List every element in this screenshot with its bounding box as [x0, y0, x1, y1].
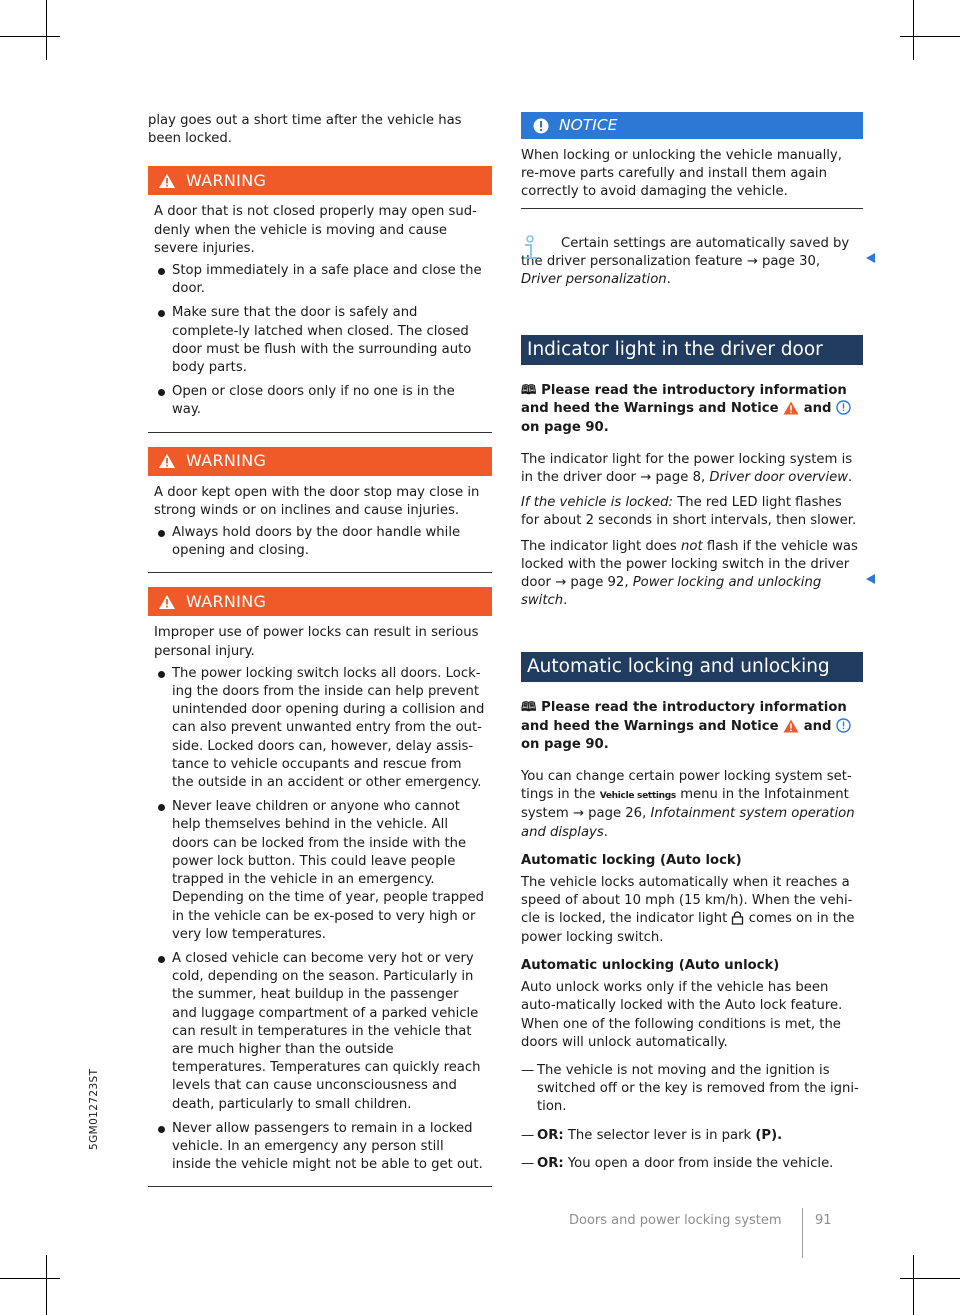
section-title: [521, 652, 863, 682]
paragraph: You can change certain power locking system set-tings in the Vehicle settings menu in the Infotainment system → page 26, Infotainment system operation and displays.: [521, 769, 855, 840]
warning-header: [148, 166, 492, 195]
notice-box: [521, 112, 863, 209]
right-column: [521, 112, 863, 1173]
page-ref-title: Power locking and unlocking switch: [521, 575, 822, 609]
arrow-icon: →: [572, 806, 584, 822]
list-item: — The vehicle is not moving and the ignition is switched off or the key is removed from the igni-tion.: [521, 1062, 859, 1115]
intro-note: [521, 382, 863, 437]
info-ref: page 30,: [761, 253, 821, 269]
page-ref: page 26,: [588, 806, 647, 822]
warning-triangle-icon: [158, 173, 176, 189]
page-ref-title: Driver door overview: [709, 470, 849, 486]
list-item: Stop immediately in a safe place and close the door.: [154, 262, 486, 298]
info-paragraph: Certain settings are automatically saved by the driver personalization feature → page 30, Driver personalization.: [521, 235, 850, 288]
paragraph-text: flash if the vehicle was locked with the power locking switch in the driver door: [521, 538, 858, 591]
paragraph: Auto unlock works only if the vehicle has been auto-matically locked with the Auto lock feature. When one of the following conditions is met, the doors will unlock automatically.: [521, 980, 843, 1050]
info-note: [521, 235, 863, 290]
warning-text: A door that is not closed properly may open sud-denly when the vehicle is moving and cause severe injuries.: [154, 204, 477, 256]
paragraph: The indicator light for the power locking system is in the driver door → page 8, Driver door overview.: [521, 451, 853, 486]
paragraph-text: menu in the Infotainment system: [521, 787, 849, 822]
notice-label: NOTICE: [559, 116, 618, 135]
subheading: Automatic unlocking (Auto unlock): [521, 957, 780, 973]
info-ref-title: Driver personalization: [521, 272, 667, 288]
crop-mark: [900, 36, 960, 37]
book-icon: 🕮: [521, 700, 537, 716]
paragraph-text: The indicator light does: [521, 538, 677, 554]
warning-text: Improper use of power locks can result in serious personal injury.: [154, 625, 479, 659]
list-item: — OR: You open a door from inside the vehicle.: [521, 1155, 834, 1171]
page-ref-title: Infotainment system operation and displays: [521, 806, 855, 840]
arrow-icon: →: [555, 575, 567, 591]
arrow-icon: →: [640, 470, 652, 486]
condition-tail: (P).: [755, 1127, 783, 1143]
left-column: [148, 112, 492, 1201]
condition-prefix: OR:: [537, 1155, 564, 1171]
list-item: Always hold doors by the door handle while opening and closing.: [154, 524, 486, 560]
subheading: Automatic locking (Auto lock): [521, 852, 742, 868]
crop-mark: [900, 1278, 960, 1279]
list-item: The power locking switch locks all doors. Lock-ing the doors from the inside can help prevent unintended door opening during a collision and can also prevent unwanted entry from the out-side. Locked doors can, however, delay assis-tance to vehicle occupants and rescue from the outside in an accident or other emergency.: [154, 665, 486, 792]
warning-triangle-icon: [783, 719, 799, 733]
footer-divider: [802, 1208, 803, 1258]
intro-page: on page 90.: [521, 419, 609, 435]
paragraph: [521, 874, 863, 947]
paragraph-text: The red LED light flashes for about 2 seconds in short intervals, then slower.: [521, 495, 857, 529]
lock-icon: [731, 911, 744, 925]
crop-mark: [46, 0, 47, 60]
paragraph-emphasis: not: [681, 538, 703, 554]
crop-mark: [0, 1278, 60, 1279]
condition-text: The selector lever is in park: [567, 1127, 752, 1143]
menu-name: Vehicle settings: [599, 791, 676, 802]
crop-mark: [0, 36, 60, 37]
section-title-text: Automatic locking and unlocking: [527, 656, 830, 678]
intro-note: [521, 699, 863, 754]
paragraph-text: The indicator light for the power locking system is in the driver door: [521, 451, 853, 486]
intro-text: Please read the introductory information and heed the Warnings and Notice: [521, 700, 847, 734]
intro-text: Please read the introductory information and heed the Warnings and Notice: [521, 383, 847, 417]
list-item: Never leave children or anyone who cannot help themselves behind in the vehicle. All doors can be locked from the inside with the power lock button. This could leave people trapped in the vehicle in an emergency. Depending on the time of year, people trapped in the vehicle can be ex-posed to very high or very low temperatures.: [154, 798, 486, 944]
intro-and: and: [803, 718, 832, 734]
section-title-text: Indicator light in the driver door: [527, 339, 823, 361]
intro-and: and: [803, 401, 832, 417]
warning-header: [148, 447, 492, 476]
arrow-icon: →: [746, 253, 758, 269]
list-item: Make sure that the door is safely and complete-ly latched when closed. The closed door must be flush with the surrounding auto body parts.: [154, 304, 486, 377]
warning-box: [148, 166, 492, 432]
warning-text: A door kept open with the door stop may close in strong winds or on inclines and cause injuries.: [154, 484, 480, 518]
book-icon: 🕮: [521, 383, 537, 399]
section-end-marker-icon: [866, 574, 875, 584]
list-item: Never allow passengers to remain in a locked vehicle. In an emergency any person still inside the vehicle might not be able to get out.: [154, 1120, 486, 1175]
warning-label: WARNING: [186, 170, 267, 190]
condition-text: You open a door from inside the vehicle.: [567, 1155, 834, 1171]
notice-exclamation-icon: [836, 400, 851, 415]
notice-exclamation-icon: [533, 118, 549, 134]
document-code: 5GM012723ST: [88, 1068, 100, 1150]
paragraph: The indicator light does not flash if the vehicle was locked with the power locking switch in the driver door → page 92, Power locking and unlocking switch.: [521, 538, 858, 609]
info-icon: [521, 235, 539, 261]
info-text: Certain settings are automatically saved by the driver personalization feature: [521, 235, 850, 269]
intro-text: play goes out a short time after the vehicle has been locked.: [148, 113, 462, 147]
warning-header: [148, 587, 492, 616]
warning-triangle-icon: [158, 453, 176, 469]
list-item: Open or close doors only if no one is in the way.: [154, 383, 486, 419]
page-ref: page 92,: [570, 575, 629, 591]
warning-triangle-icon: [158, 594, 176, 610]
paragraph-text: You can change certain power locking system set-tings in the: [521, 769, 852, 803]
warning-triangle-icon: [783, 401, 799, 415]
warning-box: [148, 447, 492, 574]
crop-mark: [913, 0, 914, 60]
intro-page: on page 90.: [521, 736, 609, 752]
section-end-marker-icon: [866, 253, 875, 263]
warning-label: WARNING: [186, 591, 267, 611]
footer-chapter: Doors and power locking system: [569, 1213, 782, 1228]
crop-mark: [46, 1255, 47, 1315]
notice-header: [521, 112, 863, 139]
paragraph-text: The vehicle locks automatically when it reaches a speed of about 10 mph (15 km/h). When the vehi-cle is locked, the indicator light: [521, 875, 853, 927]
list-item: — OR: The selector lever is in park (P).: [521, 1127, 783, 1143]
page-ref: page 8,: [655, 470, 706, 486]
list-item: A closed vehicle can become very hot or very cold, depending on the season. Particularly in the summer, heat buildup in the passenger and luggage compartment of a parked vehicle can result in temperatures in the vehicle that are much higher than the outside temperatures. Temperatures can quickly reach levels that can cause unconsciousness and death, particularly to small children.: [154, 950, 486, 1114]
crop-mark: [913, 1255, 914, 1315]
notice-exclamation-icon: [836, 718, 851, 733]
condition-prefix: OR:: [537, 1127, 564, 1143]
paragraph-italic: If the vehicle is locked:: [521, 495, 673, 511]
paragraph-text: comes on in the power locking switch.: [521, 911, 855, 945]
warning-box: [148, 587, 492, 1187]
notice-text: When locking or unlocking the vehicle manually, re-move parts carefully and install them again correctly to avoid damaging the vehicle.: [521, 148, 842, 200]
warning-label: WARNING: [186, 451, 267, 471]
condition-text: The vehicle is not moving and the ignition is switched off or the key is removed from the igni-tion.: [537, 1062, 859, 1115]
page-number: 91: [815, 1213, 832, 1228]
paragraph: [521, 494, 863, 530]
section-title: [521, 335, 863, 365]
